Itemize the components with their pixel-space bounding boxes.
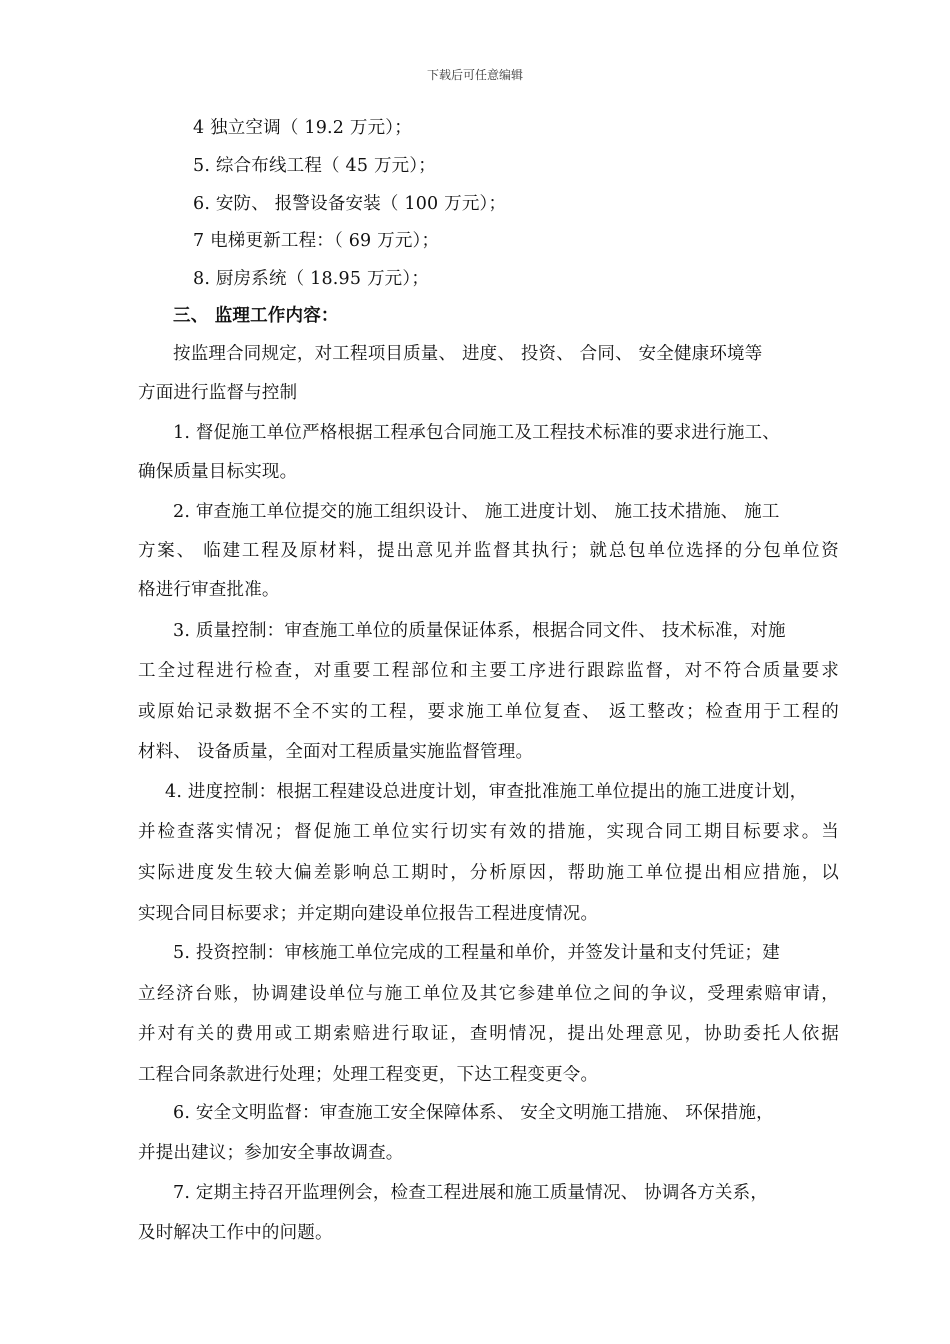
list-item-air-conditioning: 4 独立空调（ 19.2 万元）； bbox=[193, 118, 412, 138]
paragraph-line: 并提出建议；参加安全事故调查。 bbox=[138, 1143, 404, 1163]
paragraph-line: 方案、 临建工程及原材料，提出意见并监督其执行；就总包单位选择的分包单位资 bbox=[138, 541, 839, 561]
paragraph-line: 或原始记录数据不全不实的工程，要求施工单位复查、 返工整改；检查用于工程的 bbox=[138, 702, 839, 722]
paragraph-line: 4. 进度控制：根据工程建设总进度计划，审查批准施工单位提出的施工进度计划， bbox=[165, 782, 808, 802]
paragraph-line: 及时解决工作中的问题。 bbox=[138, 1223, 333, 1243]
paragraph-line: 2. 审查施工单位提交的施工组织设计、 施工进度计划、 施工技术措施、 施工 bbox=[173, 502, 780, 522]
paragraph-line: 实际进度发生较大偏差影响总工期时，分析原因，帮助施工单位提出相应措施，以 bbox=[138, 863, 839, 883]
paragraph-line: 7. 定期主持召开监理例会，检查工程进展和施工质量情况、 协调各方关系， bbox=[173, 1183, 769, 1203]
section-heading: 三、 监理工作内容： bbox=[173, 306, 339, 326]
list-item-kitchen: 8. 厨房系统（ 18.95 万元）； bbox=[193, 269, 430, 289]
paragraph-line: 5. 投资控制：审核施工单位完成的工程量和单价，并签发计量和支付凭证；建 bbox=[173, 943, 780, 963]
paragraph-line: 3. 质量控制：审查施工单位的质量保证体系，根据合同文件、 技术标准，对施 bbox=[173, 621, 786, 641]
paragraph-line: 并对有关的费用或工期索赔进行取证，查明情况，提出处理意见，协助委托人依据 bbox=[138, 1024, 839, 1044]
list-item-elevator: 7 电梯更新工程：（ 69 万元）； bbox=[193, 231, 440, 251]
paragraph-line: 立经济台账，协调建设单位与施工单位及其它参建单位之间的争议，受理索赔审请， bbox=[138, 984, 839, 1004]
paragraph-line: 1. 督促施工单位严格根据工程承包合同施工及工程技术标准的要求进行施工、 bbox=[173, 423, 780, 443]
paragraph-line: 工全过程进行检查，对重要工程部位和主要工序进行跟踪监督，对不符合质量要求 bbox=[138, 661, 839, 681]
paragraph-line: 确保质量目标实现。 bbox=[138, 462, 298, 482]
paragraph-line: 按监理合同规定，对工程项目质量、 进度、 投资、 合同、 安全健康环境等 bbox=[173, 344, 763, 364]
list-item-cabling: 5. 综合布线工程（ 45 万元）； bbox=[193, 156, 437, 176]
paragraph-line: 实现合同目标要求；并定期向建设单位报告工程进度情况。 bbox=[138, 904, 599, 924]
paragraph-line: 方面进行监督与控制 bbox=[138, 383, 298, 403]
list-item-security: 6. 安防、 报警设备安装（ 100 万元）； bbox=[193, 194, 507, 214]
paragraph-line: 材料、 设备质量，全面对工程质量实施监督管理。 bbox=[138, 742, 534, 762]
page-header: 下载后可任意编辑 bbox=[426, 68, 523, 82]
paragraph-line: 6. 安全文明监督：审查施工安全保障体系、 安全文明施工措施、 环保措施， bbox=[173, 1103, 774, 1123]
paragraph-line: 并检查落实情况；督促施工单位实行切实有效的措施，实现合同工期目标要求。当 bbox=[138, 822, 839, 842]
paragraph-line: 工程合同条款进行处理；处理工程变更，下达工程变更令。 bbox=[138, 1065, 599, 1085]
paragraph-line: 格进行审查批准。 bbox=[138, 580, 280, 600]
